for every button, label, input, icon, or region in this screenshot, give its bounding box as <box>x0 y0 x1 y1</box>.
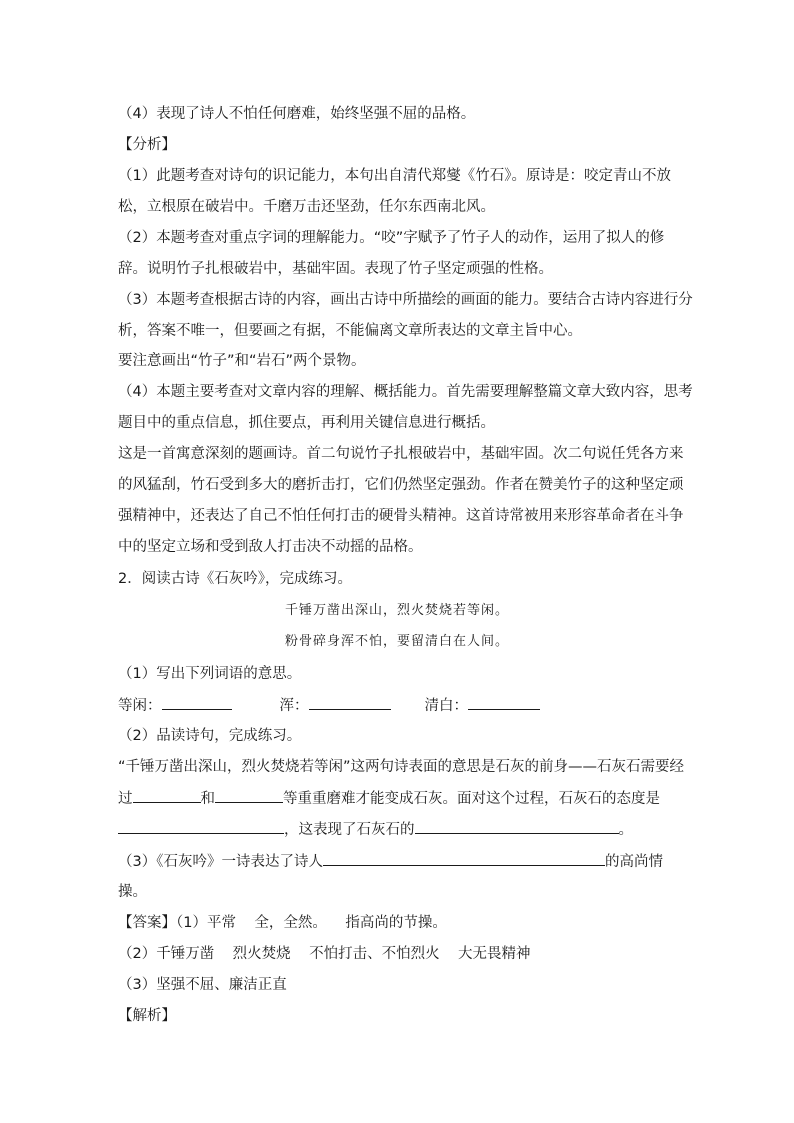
text-s3-end: 的高尚情 <box>604 854 663 870</box>
blank-hun[interactable] <box>309 695 391 710</box>
answer-line-1: 【答案】（1）平常 全，全然。 指高尚的节操。 <box>118 915 447 931</box>
analysis-4-line-1: （4）本题主要考查对文章内容的理解、概括能力。首先需要理解整篇文章大致内容，思考 <box>118 384 693 400</box>
explanation-header: 【解析】 <box>118 1008 176 1024</box>
word-meaning-row <box>118 695 678 716</box>
text-s3-start: （3）《石灰吟》一诗表达了诗人 <box>118 854 323 870</box>
analysis-2-line-1: （2）本题考查对重点字词的理解能力。“咬”字赋予了竹子人的动作，运用了拟人的修 <box>118 230 665 246</box>
word-label-hun: 浑： <box>279 698 309 714</box>
sub-question-2-line-2 <box>118 788 678 809</box>
blank-dengxian[interactable] <box>162 695 232 710</box>
analysis-3-line-2: 析，答案不唯一，但要画之有据，不能偏离文章所表达的文章主旨中心。 <box>118 323 582 339</box>
text-he: 和 <box>200 791 215 807</box>
blank-hardship-1[interactable] <box>133 788 201 803</box>
analysis-3-line-1: （3）本题考查根据古诗的内容，画出古诗中所描绘的画面的能力。要结合古诗内容进行分 <box>118 292 693 308</box>
text-attitude: 等重重磨难才能变成石灰。面对这个过程，石灰石的态度是 <box>283 791 660 807</box>
sub-question-2: （2）品读诗句，完成练习。 <box>118 728 302 744</box>
analysis-1-line-1: （1）此题考查对诗句的识记能力，本句出自清代郑燮《竹石》。原诗是：咬定青山不放 <box>118 168 671 184</box>
blank-hardship-2[interactable] <box>215 788 283 803</box>
poem-paragraph-line-4: 中的坚定立场和受到敌人打击决不动摇的品格。 <box>118 539 423 555</box>
sub-question-2-line-3 <box>118 819 678 840</box>
answer-line-2: （2）千锤万凿 烈火焚烧 不怕打击、不怕烈火 大无畏精神 <box>118 946 531 962</box>
sub-question-2-line-1: “千锤万凿出深山，烈火焚烧若等闲”这两句诗表面的意思是石灰的前身——石灰石需要经 <box>118 759 685 775</box>
blank-qingbai[interactable] <box>468 695 540 710</box>
sub-question-1: （1）写出下列词语的意思。 <box>118 666 302 682</box>
answer-line-3: （3）坚强不屈、廉洁正直 <box>118 977 287 993</box>
text-guo: 过 <box>118 791 133 807</box>
analysis-1-line-2: 松，立根原在破岩中。千磨万击还坚劲，任尔东西南北风。 <box>118 199 495 215</box>
poem-paragraph-line-3: 强精神中，还表达了自己不怕任何打击的硬骨头精神。这首诗常被用来形容革命者在斗争 <box>118 508 684 524</box>
blank-attitude[interactable] <box>118 819 284 834</box>
analysis-3-line-3: 要注意画出“竹子”和“岩石”两个景物。 <box>118 353 366 369</box>
text-period: 。 <box>618 822 633 838</box>
sub-question-3-line-2: 操。 <box>118 884 147 900</box>
poem-paragraph-line-2: 的风猛刮，竹石受到多大的磨折击打，它们仍然坚定强劲。作者在赞美竹子的这种坚定顽 <box>118 477 684 493</box>
poem-line-1: 千锤万凿出深山，烈火焚烧若等闲。 <box>284 603 509 618</box>
analysis-header: 【分析】 <box>118 137 176 153</box>
blank-spirit[interactable] <box>415 819 619 834</box>
question-2-title: 2．阅读古诗《石灰吟》，完成练习。 <box>118 571 352 587</box>
prev-answer-4: （4）表现了诗人不怕任何磨难，始终坚强不屈的品格。 <box>118 106 476 122</box>
text-shows: ，这表现了石灰石的 <box>284 822 415 838</box>
sub-question-3-line-1 <box>118 851 678 872</box>
poem-paragraph-line-1: 这是一首寓意深刻的题画诗。首二句说竹子扎根破岩中，基础牢固。次二句说任凭各方来 <box>118 446 684 462</box>
analysis-4-line-2: 题目中的重点信息，抓住要点，再利用关键信息进行概括。 <box>118 415 495 431</box>
poem-line-2: 粉骨碎身浑不怕，要留清白在人间。 <box>284 634 509 649</box>
word-label-dengxian: 等闲： <box>118 698 162 714</box>
word-label-qingbai: 清白： <box>424 698 468 714</box>
analysis-2-line-2: 辞。说明竹子扎根破岩中，基础牢固。表现了竹子坚定顽强的性格。 <box>118 261 553 277</box>
blank-sentiment[interactable] <box>323 851 605 866</box>
